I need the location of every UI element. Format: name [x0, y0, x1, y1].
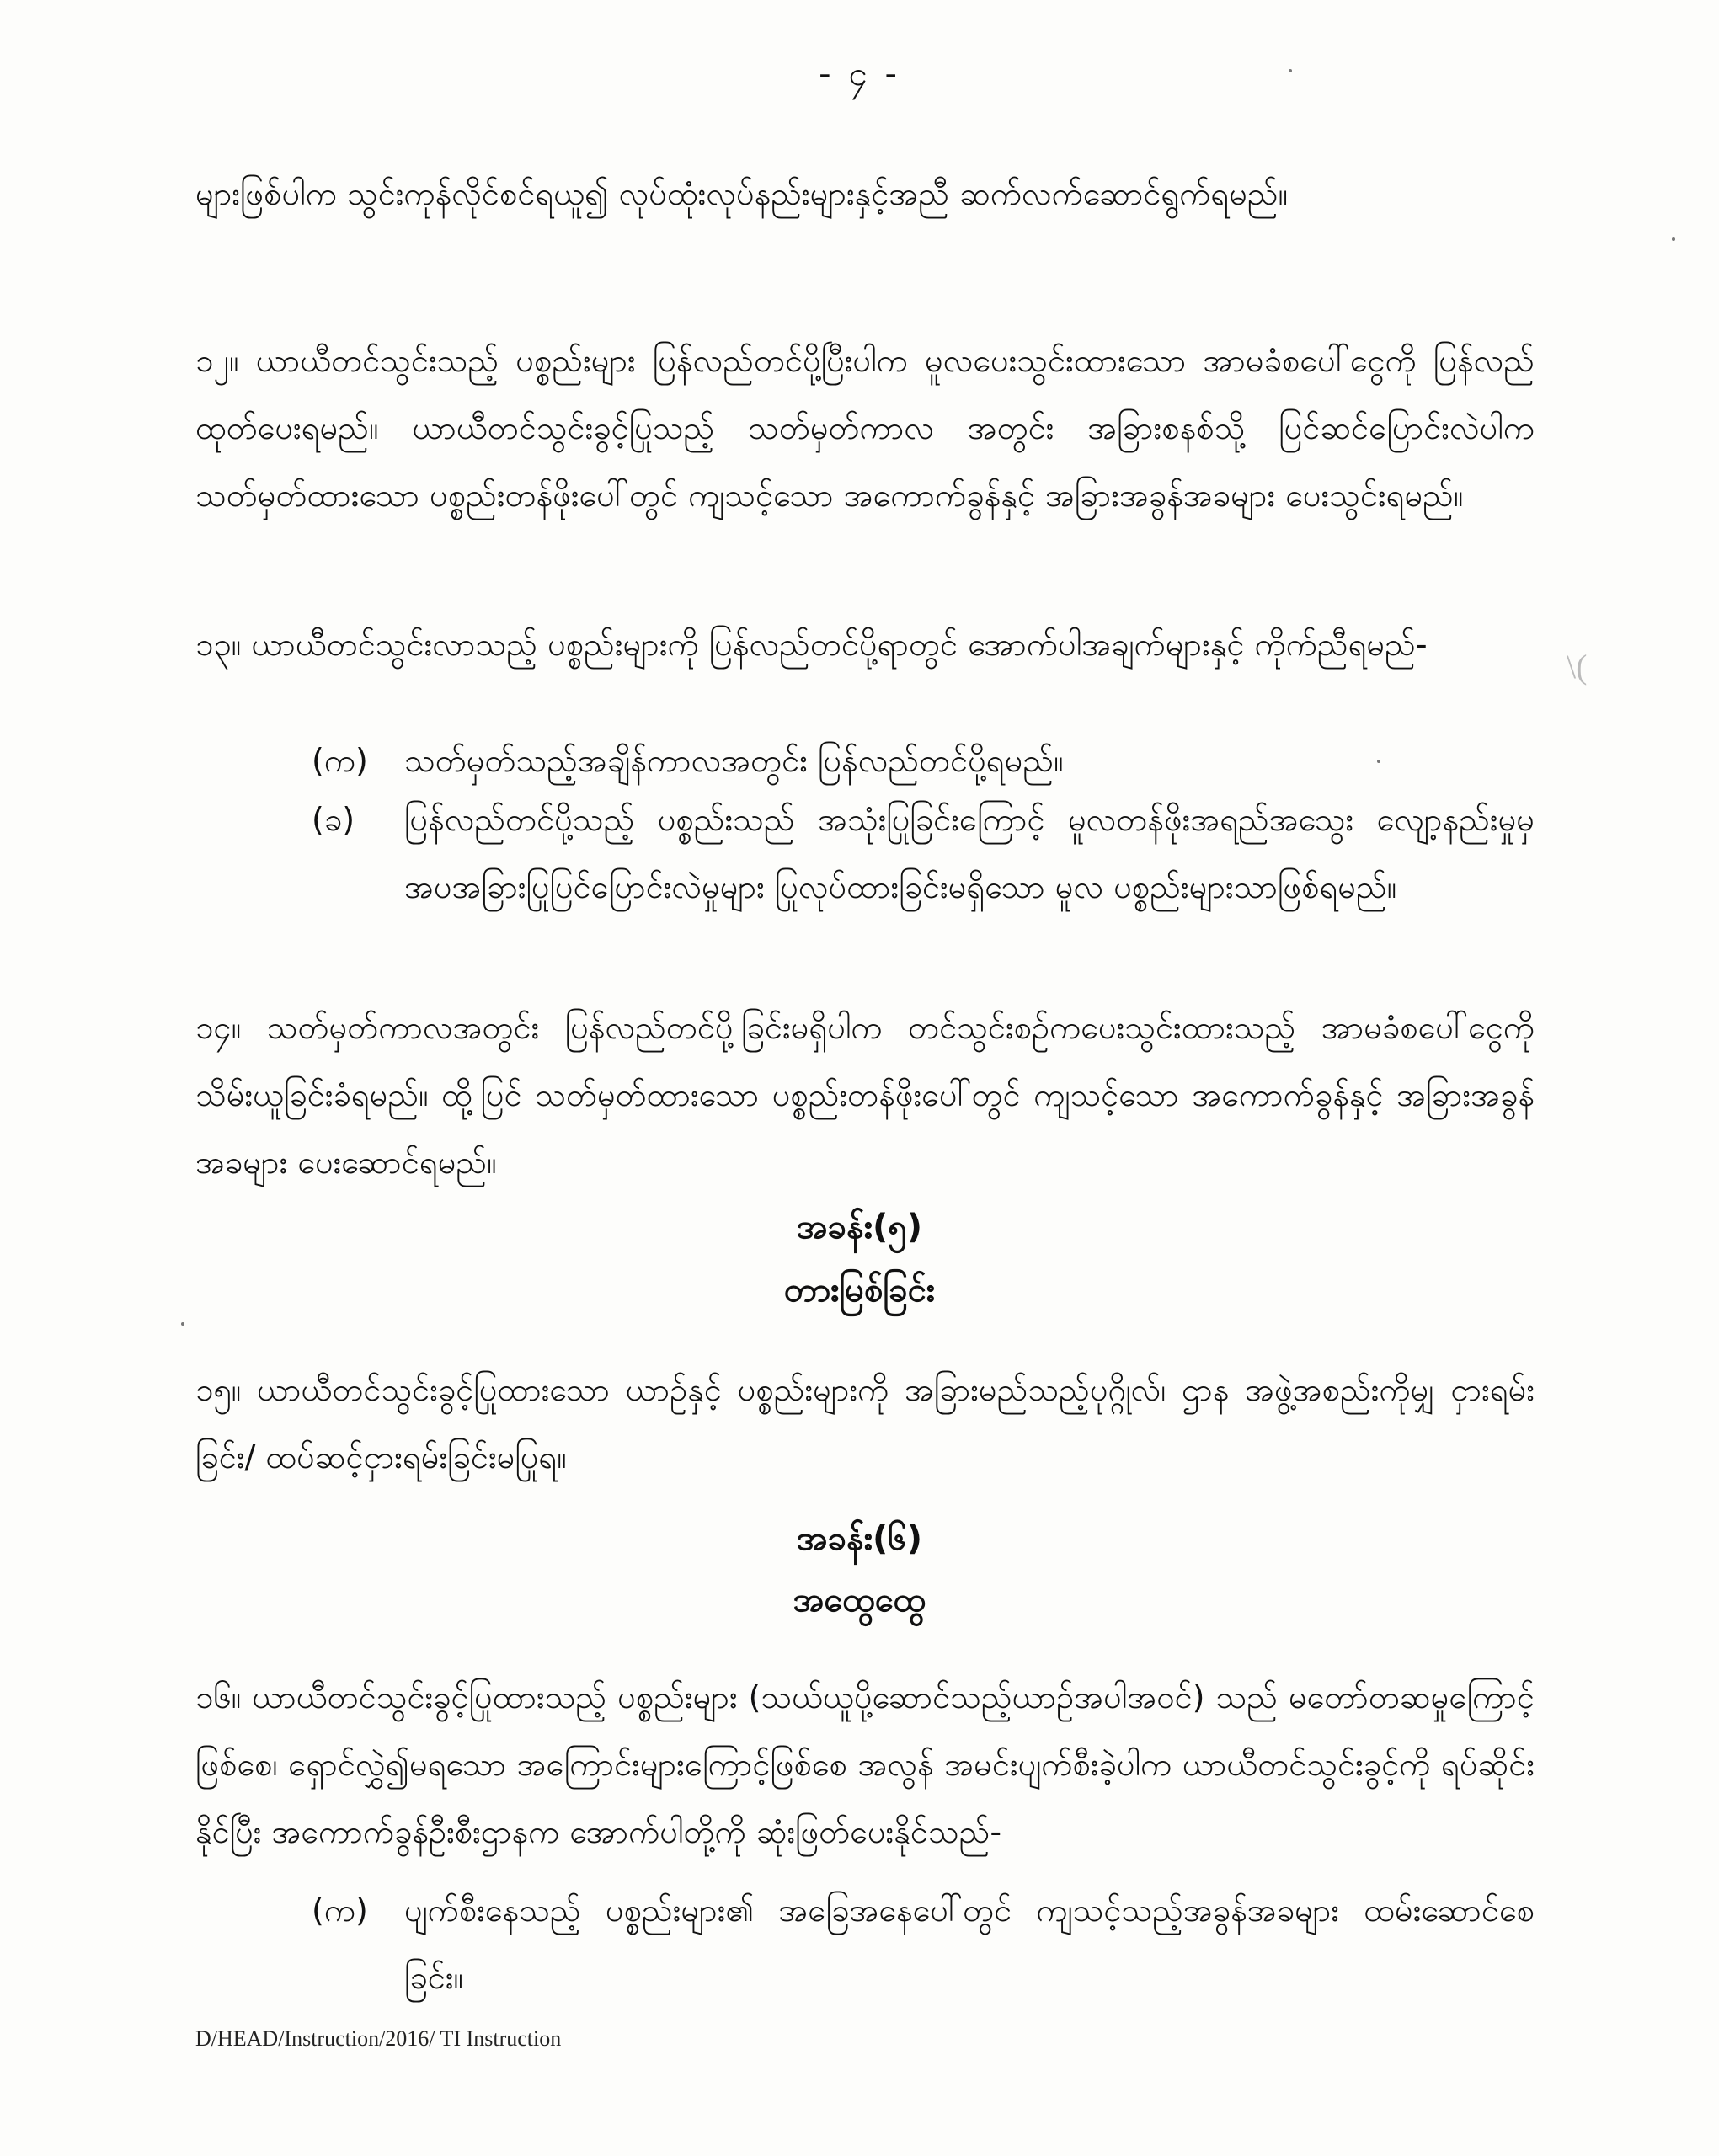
list-marker: (က) — [312, 1892, 368, 1929]
chapter-6-title: အထွေထွေ — [793, 1581, 926, 1620]
paragraph-15: ၁၅။ ယာယီတင်သွင်းခွင့်ပြုထားသော ယာဉ်နှင့် ပစ္စည်းများကို အခြားမည်သည့်ပုဂ္ဂိုလ်၊ ဌာန အဖွဲ့အစည်းကိုမျှ ငှားရမ်းခြင်း/ ထပ်ဆင့်ငှားရမ်းခြင်းမပြုရ။ — [195, 1371, 1535, 1476]
paragraph-intro-continuation: များဖြစ်ပါက သွင်းကုန်လိုင်စင်ရယူ၍ လုပ်ထုံးလုပ်နည်းများနှင့်အညီ ဆက်လက်ဆောင်ရွက်ရမည်။ — [195, 175, 1289, 212]
paragraph-16: ၁၆။ ယာယီတင်သွင်းခွင့်ပြုထားသည့် ပစ္စည်းများ (သယ်ယူပို့ဆောင်သည့်ယာဉ်အပါအဝင်) သည် မတော်တဆမှုကြောင့်ဖြစ်စေ၊ ရှောင်လွှဲ၍မရသော အကြောင်းများကြောင့်ဖြစ်စေ အလွန် အမင်းပျက်စီးခဲ့ပါက ယာယီတင်သွင်းခွင့်ကို ရပ်ဆိုင်းနိုင်ပြီး အကောက်ခွန်ဦးစီးဌာနက အောက်ပါတို့ကို ဆုံးဖြတ်ပေးနိုင်သည်- — [195, 1678, 1535, 1850]
paragraph-13: ၁၃။ ယာယီတင်သွင်းလာသည့် ပစ္စည်းများကို ပြန်လည်တင်ပို့ရာတွင် အောက်ပါအချက်များနှင့် ကိုက်ညီရမည်- — [195, 626, 1428, 663]
list-item — [312, 727, 1535, 794]
scan-speck — [1672, 237, 1675, 241]
list-item-text: သတ်မှတ်သည့်အချိန်ကာလအတွင်း ပြန်လည်တင်ပို့ရမည်။ — [404, 742, 1064, 779]
chapter-6-number: အခန်း(၆) — [796, 1519, 923, 1558]
chapter-5-number: အခန်း(၅) — [796, 1208, 923, 1246]
list-item — [312, 786, 1535, 921]
margin-pencil-mark: \( — [1567, 648, 1588, 686]
paragraph-14: ၁၄။ သတ်မှတ်ကာလအတွင်း ပြန်လည်တင်ပို့ခြင်းမရှိပါက တင်သွင်းစဉ်ကပေးသွင်းထားသည့် အာမခံစပေါ်ငွေကို သိမ်းယူခြင်းခံရမည်။ ထို့ပြင် သတ်မှတ်ထားသော ပစ္စည်းတန်ဖိုးပေါ်တွင် ကျသင့်သော အကောက်ခွန်နှင့် အခြားအခွန်အခများ ပေးဆောင်ရမည်။ — [195, 1009, 1535, 1181]
scan-speck — [1377, 760, 1380, 763]
scan-speck — [1289, 69, 1292, 72]
paragraph-12: ၁၂။ ယာယီတင်သွင်းသည့် ပစ္စည်းများ ပြန်လည်တင်ပို့ပြီးပါက မူလပေးသွင်းထားသော အာမခံစပေါ်ငွေကို ပြန်လည်ထုတ်ပေးရမည်။ ယာယီတင်သွင်းခွင့်ပြုသည့် သတ်မှတ်ကာလ အတွင်း အခြားစနစ်သို့ ပြင်ဆင်ပြောင်းလဲပါက သတ်မှတ်ထားသော ပစ္စည်းတန်ဖိုးပေါ်တွင် ကျသင့်သော အကောက်ခွန်နှင့် အခြားအခွန်အခများ ပေးသွင်းရမည်။ — [195, 342, 1535, 514]
list-item-text: ပြန်လည်တင်ပို့သည့် ပစ္စည်းသည် အသုံးပြုခြင်းကြောင့် မူလတန်ဖိုးအရည်အသွေး လျော့နည်းမှုမှ အပအခြားပြုပြင်ပြောင်းလဲမှုများ ပြုလုပ်ထားခြင်းမရှိသော မူလ ပစ္စည်းများသာဖြစ်ရမည်။ — [404, 801, 1535, 905]
list-item-text: ပျက်စီးနေသည့် ပစ္စည်းများ၏ အခြေအနေပေါ်တွင် ကျသင့်သည့်အခွန်အခများ ထမ်းဆောင်စေခြင်း။ — [404, 1892, 1535, 1996]
list-marker: (က) — [312, 742, 368, 779]
list-item — [312, 1876, 1535, 2011]
footer-reference: D/HEAD/Instruction/2016/ TI Instruction — [195, 2026, 562, 2051]
list-marker: (ခ) — [312, 801, 355, 838]
scan-speck — [181, 1322, 184, 1326]
page-number: - ၄ - — [819, 55, 900, 93]
chapter-5-title: တားမြစ်ခြင်း — [783, 1271, 936, 1310]
